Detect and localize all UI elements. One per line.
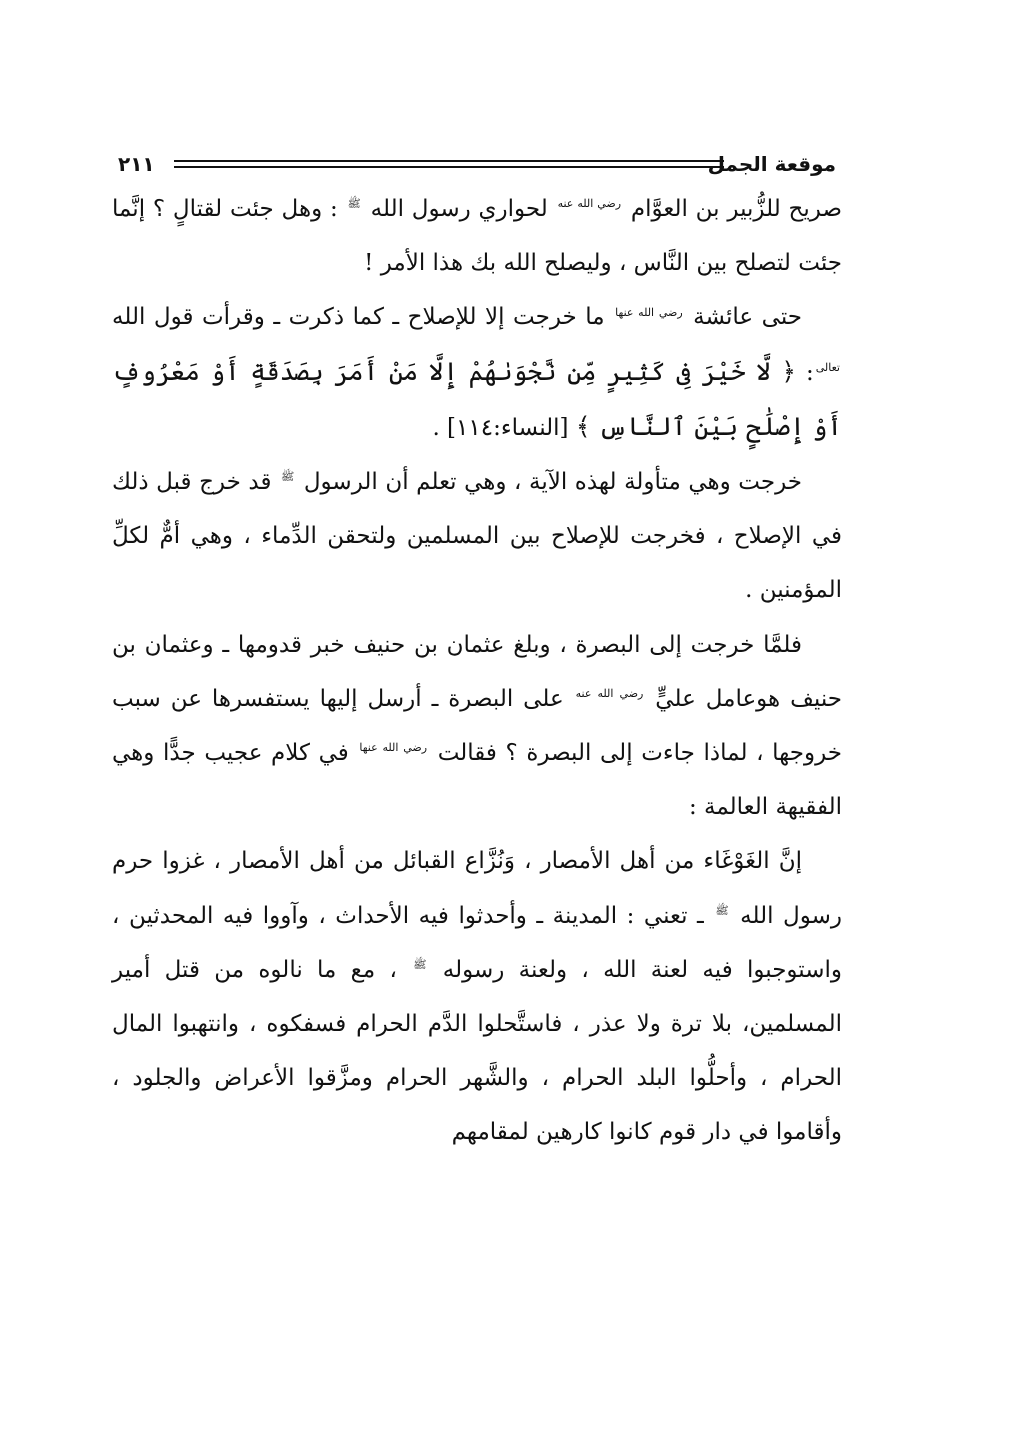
text-run: قد خرج قبل ذلك في الإصلاح ، فخرجت للإصلاح بين المسلمين ولتحقن الدِّماء ، وهي أمٌّ لكلِّ المؤمنين . [112, 469, 842, 604]
text-run: على البصرة ـ أرسل إليها يستفسرها عن سبب خروجها ، لماذا جاءت إلى البصرة ؟ فقالت [112, 685, 842, 767]
verse-reference: [النساء:١١٤] . [432, 414, 569, 441]
page-header [118, 150, 836, 182]
paragraph-2 [112, 290, 842, 455]
honorific-radiya-anha: رضي الله عنها [615, 305, 683, 319]
text-run: فلمَّا خرجت إلى البصرة ، وبلغ عثمان بن حنيف خبر قدومها ـ وعثمان بن حنيف هوعامل عليٍّ [112, 631, 843, 712]
paragraph-4 [112, 618, 842, 835]
paragraph-3 [112, 455, 842, 618]
chapter-title: موقعة الجمل [707, 152, 836, 176]
honorific-radiya-anhu: رضي الله عنه [557, 197, 622, 211]
body-text [112, 182, 842, 1160]
honorific-salla-allah: ﷺ [347, 197, 361, 211]
text-run: ما خرجت إلا للإصلاح ـ كما ذكرت ـ وقرأت قول الله [112, 304, 605, 331]
text-run: ـ تعني : المدينة ـ وأحدثوا فيه الأحداث ، وآووا فيه المحدثين ، واستوجبوا فيه لعنة الله ، ولعنة رسوله [112, 902, 842, 983]
quran-verse: ﴿ لَّا خَيْرَ فِى كَثِيرٍ مِّن نَّجْوَىٰهُمْ إِلَّا مَنْ أَمَرَ بِصَدَقَةٍ أَوْ مَعْرُوفٍ أَوْ إِصْلَٰحٍ بَيْنَ ٱلنَّاسِ ﴾ [112, 356, 842, 441]
honorific-salla-allah: ﷺ [715, 903, 729, 917]
honorific-radiya-anha: رضي الله عنها [359, 741, 428, 755]
text-run: إنَّ الغَوْغَاء من أهل الأمصار ، وَنُزَّاع القبائل من أهل الأمصار ، غزوا حرم رسول الله [112, 848, 842, 929]
text-run: في كلام عجيب جدًّا وهي الفقيهة العالمة : [112, 740, 842, 821]
text-run: ، مع ما نالوه من قتل أمير المسلمين، بلا ترة ولا عذر ، فاستَّحلوا الدَّم الحرام فسفكوه ، وانتهبوا المال الحرام ، وأحلُّوا البلد الحرام ، والشَّهر الحرام ومزَّقوا الأعراض والجلود ، وأقاموا في دار قوم كانوا كارهين لمقامهم [112, 956, 842, 1146]
paragraph-5 [112, 834, 842, 1159]
honorific-salla-allah: ﷺ [413, 958, 427, 972]
page-number: ٢١١ [118, 152, 155, 176]
text-run: لحواري رسول الله [370, 196, 548, 222]
text-run: خرجت وهي متأولة لهذه الآية ، وهي تعلم أن الرسول [303, 469, 802, 496]
text-run: صريح للزُّبير بن العوَّام [630, 196, 842, 222]
header-rule [174, 160, 724, 168]
honorific-taala: تعالى [815, 360, 840, 374]
paragraph-1 [112, 182, 842, 290]
text-run: : [806, 359, 814, 386]
honorific-radiya-anhu: رضي الله عنه [575, 687, 644, 701]
honorific-salla-allah: ﷺ [280, 470, 295, 484]
text-run: : وهل جئت لقتالٍ ؟ إنَّما جئت لتصلح بين النَّاس ، وليصلح الله بك هذا الأمر ! [112, 196, 842, 277]
text-run: حتى عائشة [693, 304, 803, 331]
